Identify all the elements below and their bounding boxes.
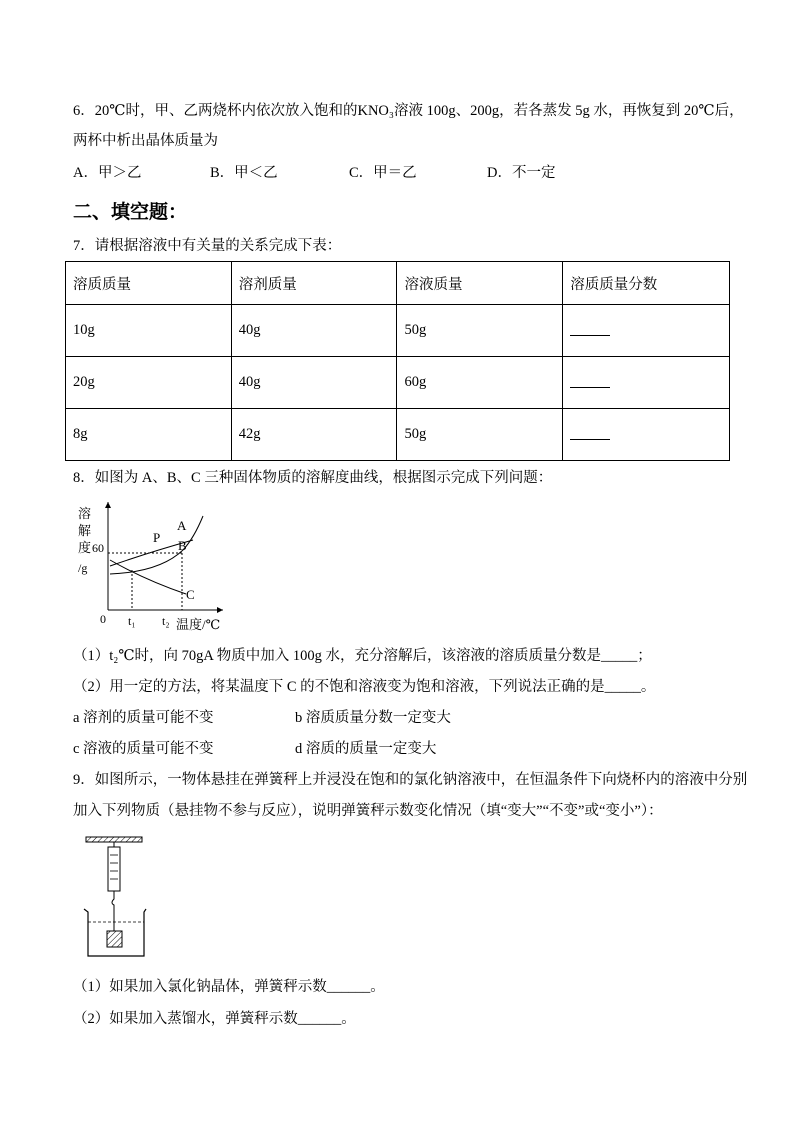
table-cell: 40g [231, 305, 397, 357]
q6-option-a: A．甲＞乙 [73, 165, 142, 181]
curve-b-label: B [178, 538, 187, 553]
q9-line2: 加入下列物质（悬挂物不参与反应），说明弹簧秤示数变化情况（填“变大”“不变”或“变小”）： [73, 803, 663, 819]
answer-blank-cell [563, 409, 730, 461]
q8-sub2: （2）用一定的方法，将某温度下 C 的不饱和溶液变为饱和溶液，下列说法正确的是_____。 [73, 679, 656, 695]
q8-prompt: 8．如图为 A、B、C 三种固体物质的溶解度曲线，根据图示完成下列问题： [73, 470, 553, 486]
q7-table [65, 261, 730, 461]
table-cell: 10g [66, 305, 232, 357]
curve-a-label: A [177, 518, 187, 533]
q6-option-c: C．甲＝乙 [349, 165, 417, 181]
q8-sub1: （1）t₂℃时，向 70gA 物质中加入 100g 水，充分溶解后，该溶液的溶质质量分数是_____； [73, 648, 652, 664]
header-cell: 溶质质量 [66, 262, 232, 305]
table-cell: 40g [231, 357, 397, 409]
table-cell: 42g [231, 409, 397, 461]
spring-scale [108, 847, 120, 891]
table-cell: 20g [66, 357, 232, 409]
table-row [66, 357, 730, 409]
header-cell: 溶质质量分数 [563, 262, 730, 305]
y-tick-label: 60 [92, 541, 104, 555]
spring-scale-beaker-diagram [78, 833, 158, 963]
table-cell: 50g [397, 409, 563, 461]
table-header-row [66, 262, 730, 305]
submerged-object [107, 931, 122, 947]
ceiling-support [86, 837, 142, 842]
q8-choice-b: b 溶质质量分数一定变大 [295, 710, 451, 726]
header-cell: 溶剂质量 [231, 262, 397, 305]
q6-option-b: B．甲＜乙 [210, 165, 278, 181]
origin-label: 0 [100, 612, 106, 626]
table-row [66, 409, 730, 461]
q9-line1: 9．如图所示，一物体悬挂在弹簧秤上并浸没在饱和的氯化钠溶液中，在恒温条件下向烧杯内的溶液中分别 [73, 772, 748, 788]
y-label-char: 度 [78, 540, 92, 555]
answer-blank[interactable] [570, 425, 610, 440]
section-title: 二、填空题： [73, 201, 188, 223]
q6-option-d: D．不一定 [487, 165, 556, 181]
y-label-char: 溶 [78, 506, 92, 521]
q6-line1: 6．20℃时，甲、乙两烧杯内依次放入饱和的KNO₃溶液 100g、200g，若各蒸发 5g 水，再恢复到 20℃后， [73, 103, 744, 119]
curve-a [110, 516, 203, 574]
solubility-curve-diagram [70, 500, 240, 635]
curve-c [110, 560, 186, 594]
y-label-char: 解 [78, 523, 92, 538]
q6-line2: 两杯中析出晶体质量为 [73, 133, 218, 149]
q8-choice-c: c 溶液的质量可能不变 [73, 741, 214, 757]
t2-label: t₂ [162, 614, 170, 628]
q8-choice-d: d 溶质的质量一定变大 [295, 741, 437, 757]
t1-label: t₁ [128, 614, 136, 628]
answer-blank[interactable] [570, 321, 610, 336]
q7-prompt: 7．请根据溶液中有关量的关系完成下表： [73, 238, 342, 254]
answer-blank-cell [563, 305, 730, 357]
curve-c-label: C [186, 587, 195, 602]
table-cell: 8g [66, 409, 232, 461]
x-axis-label: 温度/℃ [176, 617, 221, 632]
suspension-string [112, 891, 114, 931]
q8-choice-a: a 溶剂的质量可能不变 [73, 710, 214, 726]
y-label-char: /g [78, 561, 88, 575]
point-p-label: P [153, 530, 161, 545]
q9-sub1: （1）如果加入氯化钠晶体，弹簧秤示数______。 [73, 979, 385, 995]
table-row [66, 305, 730, 357]
table-cell: 50g [397, 305, 563, 357]
table-cell: 60g [397, 357, 563, 409]
answer-blank-cell [563, 357, 730, 409]
answer-blank[interactable] [570, 373, 610, 388]
header-cell: 溶液质量 [397, 262, 563, 305]
q9-sub2: （2）如果加入蒸馏水，弹簧秤示数______。 [73, 1011, 356, 1027]
